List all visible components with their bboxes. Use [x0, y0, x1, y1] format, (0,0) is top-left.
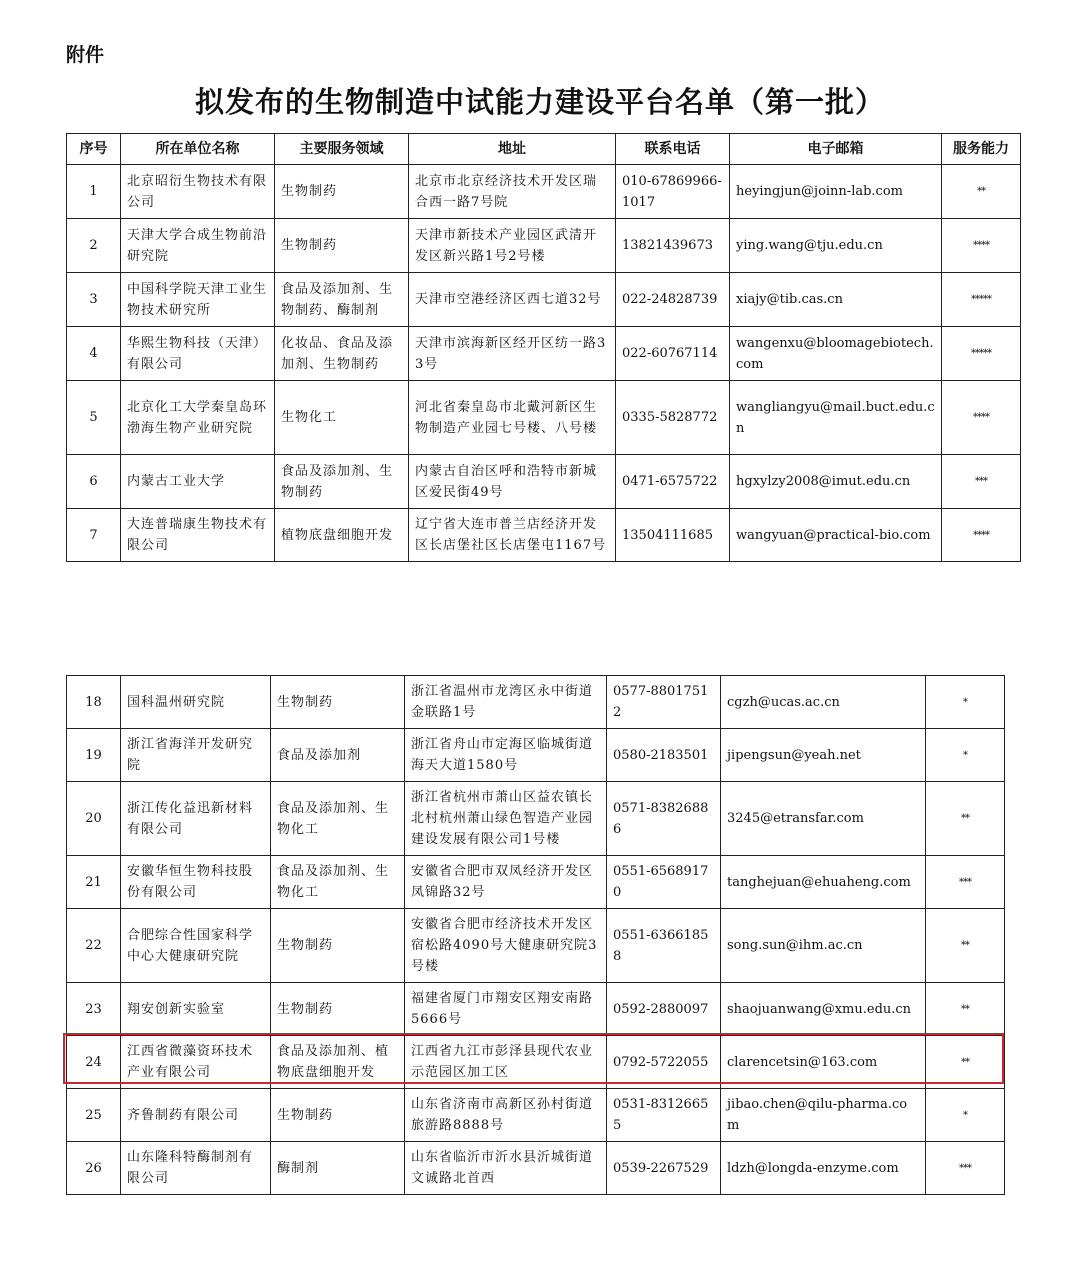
service-capability: ** [942, 165, 1021, 219]
address: 浙江省杭州市萧山区益农镇长北村杭州萧山绿色智造产业园建设发展有限公司1号楼 [405, 782, 607, 856]
phone-number: 0539-2267529 [607, 1142, 721, 1195]
platform-table-first [66, 133, 1021, 562]
service-field: 酶制剂 [271, 1142, 405, 1195]
address: 安徽省合肥市双凤经济开发区凤锦路32号 [405, 856, 607, 909]
service-field: 植物底盘细胞开发 [275, 509, 409, 562]
service-capability: * [926, 729, 1005, 782]
service-field: 生物制药 [271, 1089, 405, 1142]
unit-name: 合肥综合性国家科学中心大健康研究院 [121, 909, 271, 983]
address: 安徽省合肥市经济技术开发区宿松路4090号大健康研究院3号楼 [405, 909, 607, 983]
row-number: 24 [67, 1036, 121, 1089]
service-capability: **** [942, 219, 1021, 273]
service-capability: * [926, 1089, 1005, 1142]
row-number: 26 [67, 1142, 121, 1195]
service-capability: ** [926, 782, 1005, 856]
row-number: 3 [67, 273, 121, 327]
unit-name: 浙江省海洋开发研究院 [121, 729, 271, 782]
row-number: 7 [67, 509, 121, 562]
unit-name: 齐鲁制药有限公司 [121, 1089, 271, 1142]
document-title: 拟发布的生物制造中试能力建设平台名单（第一批） [194, 85, 885, 119]
unit-name: 安徽华恒生物科技股份有限公司 [121, 856, 271, 909]
table-row [67, 455, 1021, 509]
unit-name: 江西省微藻资环技术产业有限公司 [121, 1036, 271, 1089]
unit-name: 浙江传化益迅新材料有限公司 [121, 782, 271, 856]
unit-name: 国科温州研究院 [121, 676, 271, 729]
unit-name: 中国科学院天津工业生物技术研究所 [121, 273, 275, 327]
unit-name: 北京昭衍生物技术有限公司 [121, 165, 275, 219]
service-capability: *** [926, 1142, 1005, 1195]
table-row [67, 1089, 1005, 1142]
email-address: heyingjun@joinn-lab.com [730, 165, 942, 219]
address: 北京市北京经济技术开发区瑞合西一路7号院 [409, 165, 616, 219]
table-row [67, 676, 1005, 729]
address: 浙江省舟山市定海区临城街道海天大道1580号 [405, 729, 607, 782]
phone-number: 0471-6575722 [616, 455, 730, 509]
address: 天津市滨海新区经开区纺一路33号 [409, 327, 616, 381]
phone-number: 0551-63661858 [607, 909, 721, 983]
email-address: clarencetsin@163.com [721, 1036, 926, 1089]
attachment-label: 附件 [66, 44, 105, 66]
header-email: 电子邮箱 [730, 134, 942, 165]
email-address: shaojuanwang@xmu.edu.cn [721, 983, 926, 1036]
table-row [67, 327, 1021, 381]
email-address: 3245@etransfar.com [721, 782, 926, 856]
service-field: 生物制药 [271, 983, 405, 1036]
row-number: 2 [67, 219, 121, 273]
email-address: xiajy@tib.cas.cn [730, 273, 942, 327]
address: 江西省九江市彭泽县现代农业示范园区加工区 [405, 1036, 607, 1089]
table-row [67, 381, 1021, 455]
service-capability: ***** [942, 327, 1021, 381]
platform-table-second [66, 675, 1005, 1195]
row-number: 21 [67, 856, 121, 909]
service-field: 生物化工 [275, 381, 409, 455]
phone-number: 010-67869966-1017 [616, 165, 730, 219]
service-field: 食品及添加剂、生物制药 [275, 455, 409, 509]
email-address: ying.wang@tju.edu.cn [730, 219, 942, 273]
row-number: 25 [67, 1089, 121, 1142]
service-field: 生物制药 [275, 165, 409, 219]
unit-name: 山东隆科特酶制剂有限公司 [121, 1142, 271, 1195]
table-header-row [67, 134, 1021, 165]
address: 福建省厦门市翔安区翔安南路5666号 [405, 983, 607, 1036]
email-address: wangyuan@practical-bio.com [730, 509, 942, 562]
table-row [67, 509, 1021, 562]
phone-number: 0551-65689170 [607, 856, 721, 909]
service-capability: ** [926, 1036, 1005, 1089]
row-number: 5 [67, 381, 121, 455]
table-row [67, 165, 1021, 219]
address: 内蒙古自治区呼和浩特市新城区爱民街49号 [409, 455, 616, 509]
header-phone: 联系电话 [616, 134, 730, 165]
table-row [67, 782, 1005, 856]
phone-number: 13504111685 [616, 509, 730, 562]
address: 天津市空港经济区西七道32号 [409, 273, 616, 327]
service-capability: *** [942, 455, 1021, 509]
unit-name: 大连普瑞康生物技术有限公司 [121, 509, 275, 562]
row-number: 19 [67, 729, 121, 782]
phone-number: 0531-83126655 [607, 1089, 721, 1142]
table-body [67, 165, 1021, 562]
row-number: 23 [67, 983, 121, 1036]
header-field: 主要服务领域 [275, 134, 409, 165]
service-field: 生物制药 [271, 909, 405, 983]
email-address: wangenxu@bloomagebiotech.com [730, 327, 942, 381]
unit-name: 内蒙古工业大学 [121, 455, 275, 509]
service-capability: **** [942, 381, 1021, 455]
row-number: 20 [67, 782, 121, 856]
email-address: cgzh@ucas.ac.cn [721, 676, 926, 729]
service-capability: ** [926, 909, 1005, 983]
table-row [67, 1142, 1005, 1195]
email-address: song.sun@ihm.ac.cn [721, 909, 926, 983]
row-number: 4 [67, 327, 121, 381]
row-number: 1 [67, 165, 121, 219]
service-capability: ** [926, 983, 1005, 1036]
table-row [67, 729, 1005, 782]
service-field: 食品及添加剂、生物制药、酶制剂 [275, 273, 409, 327]
address: 山东省临沂市沂水县沂城街道文诚路北首西 [405, 1142, 607, 1195]
table-row [67, 219, 1021, 273]
service-field: 生物制药 [271, 676, 405, 729]
phone-number: 022-60767114 [616, 327, 730, 381]
address: 浙江省温州市龙湾区永中街道金联路1号 [405, 676, 607, 729]
service-capability: ***** [942, 273, 1021, 327]
email-address: jipengsun@yeah.net [721, 729, 926, 782]
phone-number: 13821439673 [616, 219, 730, 273]
row-number: 18 [67, 676, 121, 729]
table-row [67, 909, 1005, 983]
unit-name: 翔安创新实验室 [121, 983, 271, 1036]
unit-name: 北京化工大学秦皇岛环渤海生物产业研究院 [121, 381, 275, 455]
phone-number: 0592-2880097 [607, 983, 721, 1036]
address: 山东省济南市高新区孙村街道旅游路8888号 [405, 1089, 607, 1142]
table-row [67, 273, 1021, 327]
service-capability: * [926, 676, 1005, 729]
service-field: 食品及添加剂、植物底盘细胞开发 [271, 1036, 405, 1089]
phone-number: 0792-5722055 [607, 1036, 721, 1089]
header-no: 序号 [67, 134, 121, 165]
unit-name: 华熙生物科技（天津）有限公司 [121, 327, 275, 381]
service-field: 食品及添加剂 [271, 729, 405, 782]
email-address: tanghejuan@ehuaheng.com [721, 856, 926, 909]
phone-number: 0577-88017512 [607, 676, 721, 729]
address: 河北省秦皇岛市北戴河新区生物制造产业园七号楼、八号楼 [409, 381, 616, 455]
phone-number: 0580-2183501 [607, 729, 721, 782]
service-field: 化妆品、食品及添加剂、生物制药 [275, 327, 409, 381]
phone-number: 022-24828739 [616, 273, 730, 327]
email-address: wangliangyu@mail.buct.edu.cn [730, 381, 942, 455]
table-row [67, 983, 1005, 1036]
table-row [67, 1036, 1005, 1089]
header-capability: 服务能力 [942, 134, 1021, 165]
row-number: 6 [67, 455, 121, 509]
phone-number: 0335-5828772 [616, 381, 730, 455]
phone-number: 0571-83826886 [607, 782, 721, 856]
email-address: jibao.chen@qilu-pharma.com [721, 1089, 926, 1142]
header-unit: 所在单位名称 [121, 134, 275, 165]
email-address: ldzh@longda-enzyme.com [721, 1142, 926, 1195]
email-address: hgxylzy2008@imut.edu.cn [730, 455, 942, 509]
table-body [67, 676, 1005, 1195]
unit-name: 天津大学合成生物前沿研究院 [121, 219, 275, 273]
service-capability: **** [942, 509, 1021, 562]
service-field: 生物制药 [275, 219, 409, 273]
service-capability: *** [926, 856, 1005, 909]
service-field: 食品及添加剂、生物化工 [271, 782, 405, 856]
row-number: 22 [67, 909, 121, 983]
address: 辽宁省大连市普兰店经济开发区长店堡社区长店堡屯1167号 [409, 509, 616, 562]
table-row [67, 856, 1005, 909]
address: 天津市新技术产业园区武清开发区新兴路1号2号楼 [409, 219, 616, 273]
header-address: 地址 [409, 134, 616, 165]
service-field: 食品及添加剂、生物化工 [271, 856, 405, 909]
